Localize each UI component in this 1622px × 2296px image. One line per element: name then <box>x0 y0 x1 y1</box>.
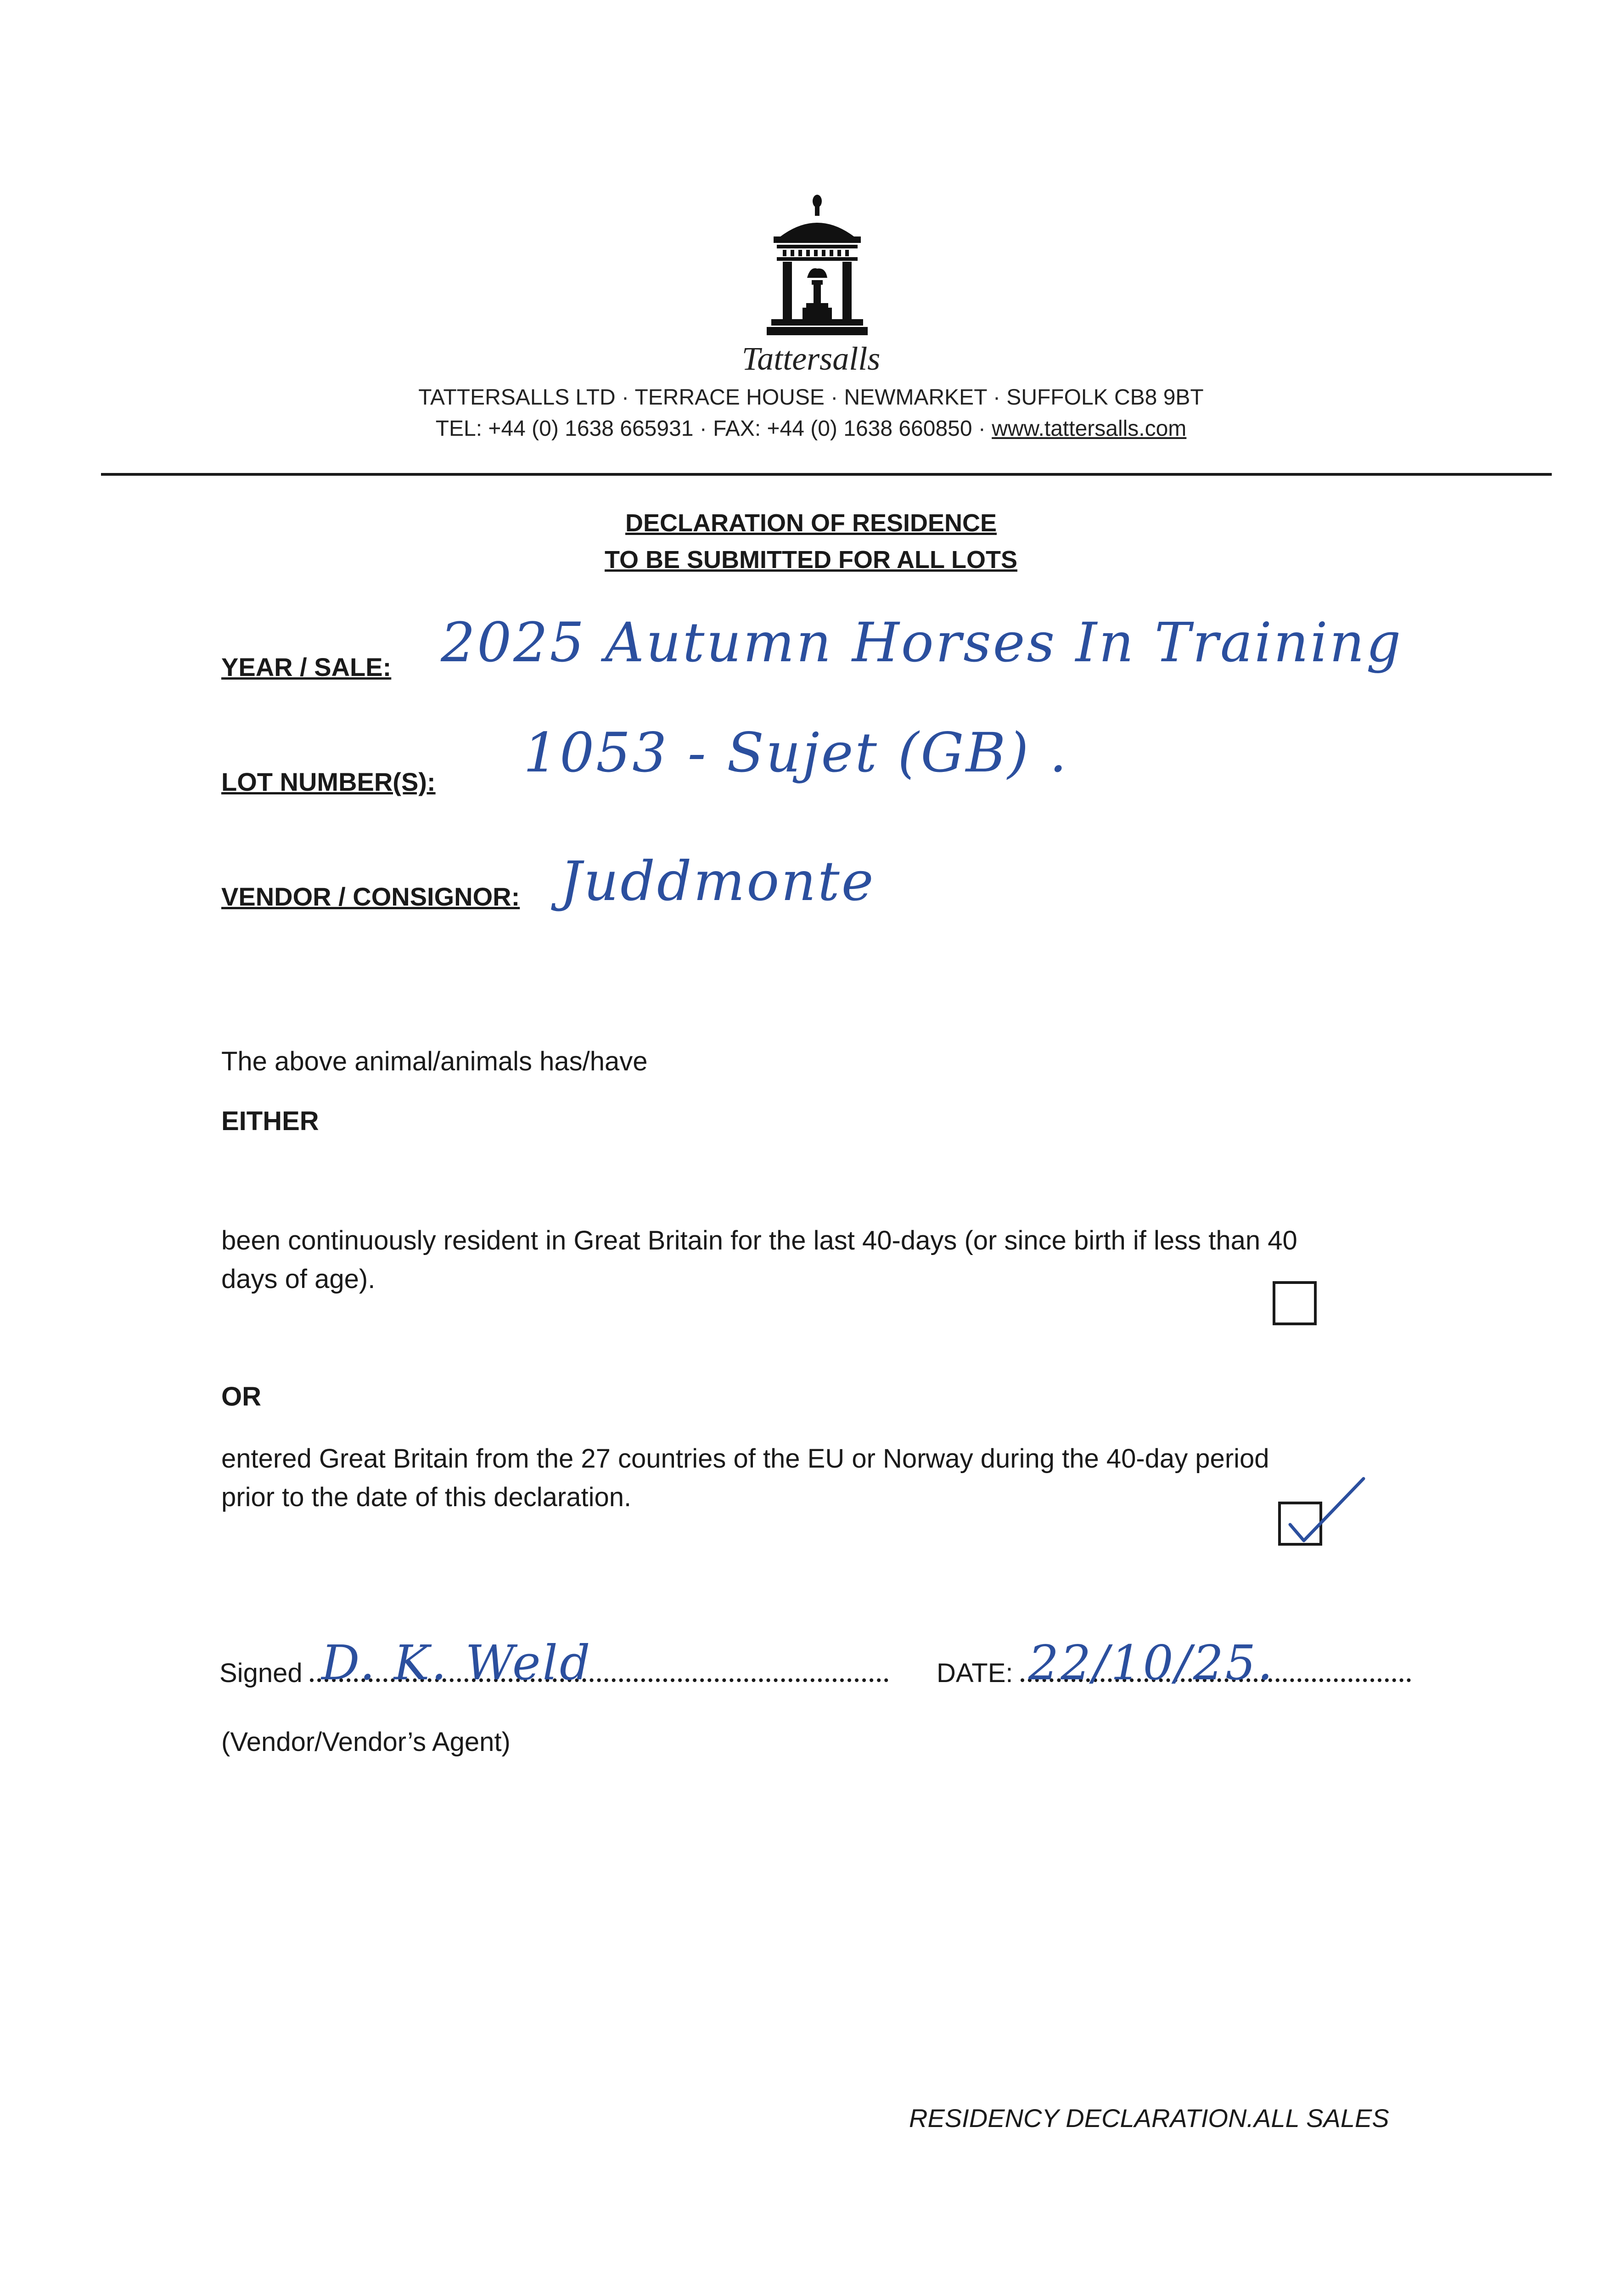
option1-line2: days of age). <box>221 1264 376 1294</box>
document-title: DECLARATION OF RESIDENCE <box>625 509 997 537</box>
date-label: DATE: <box>937 1658 1013 1688</box>
brand-name: Tattersalls <box>741 340 881 377</box>
document-subtitle: TO BE SUBMITTED FOR ALL LOTS <box>605 546 1017 574</box>
year-sale-label: YEAR / SALE: <box>221 653 392 681</box>
contact-numbers: TEL: +44 (0) 1638 665931 · FAX: +44 (0) 1638 660850 · <box>435 416 992 441</box>
contact-line <box>0 416 1622 441</box>
intro-text: The above animal/animals has/have <box>221 1047 648 1076</box>
tattersalls-logo <box>762 193 872 340</box>
form-reference-footer: RESIDENCY DECLARATION.ALL SALES <box>909 2104 1389 2133</box>
header-divider <box>101 473 1552 476</box>
vendor-value: Juddmonte <box>560 850 876 913</box>
option2-line2: prior to the date of this declaration. <box>221 1482 632 1512</box>
signatory-role: (Vendor/Vendor’s Agent) <box>221 1727 511 1757</box>
date-value: 22/10/25. <box>1028 1635 1275 1691</box>
address-line: TATTERSALLS LTD · TERRACE HOUSE · NEWMARKET · SUFFOLK CB8 9BT <box>418 385 1204 410</box>
lot-number-value: 1053 - Sujet (GB) . <box>523 721 1069 784</box>
vendor-label: VENDOR / CONSIGNOR: <box>221 882 520 911</box>
option1-line1: been continuously resident in Great Britain for the last 40-days (or since birth if less than 40 <box>221 1226 1297 1255</box>
either-heading: EITHER <box>221 1106 319 1136</box>
option1-checkbox[interactable] <box>1273 1281 1317 1325</box>
year-sale-value: 2025 Autumn Horses In Training <box>441 611 1403 674</box>
option2-line1: entered Great Britain from the 27 countries of the EU or Norway during the 40-day period <box>221 1444 1269 1474</box>
checkmark-icon <box>1272 1474 1382 1552</box>
lot-number-label: LOT NUMBER(S): <box>221 767 436 796</box>
website-link[interactable]: www.tattersalls.com <box>992 416 1187 441</box>
or-heading: OR <box>221 1382 261 1412</box>
signed-label: Signed <box>219 1658 303 1688</box>
signature-value: D. K. Weld <box>321 1635 592 1691</box>
